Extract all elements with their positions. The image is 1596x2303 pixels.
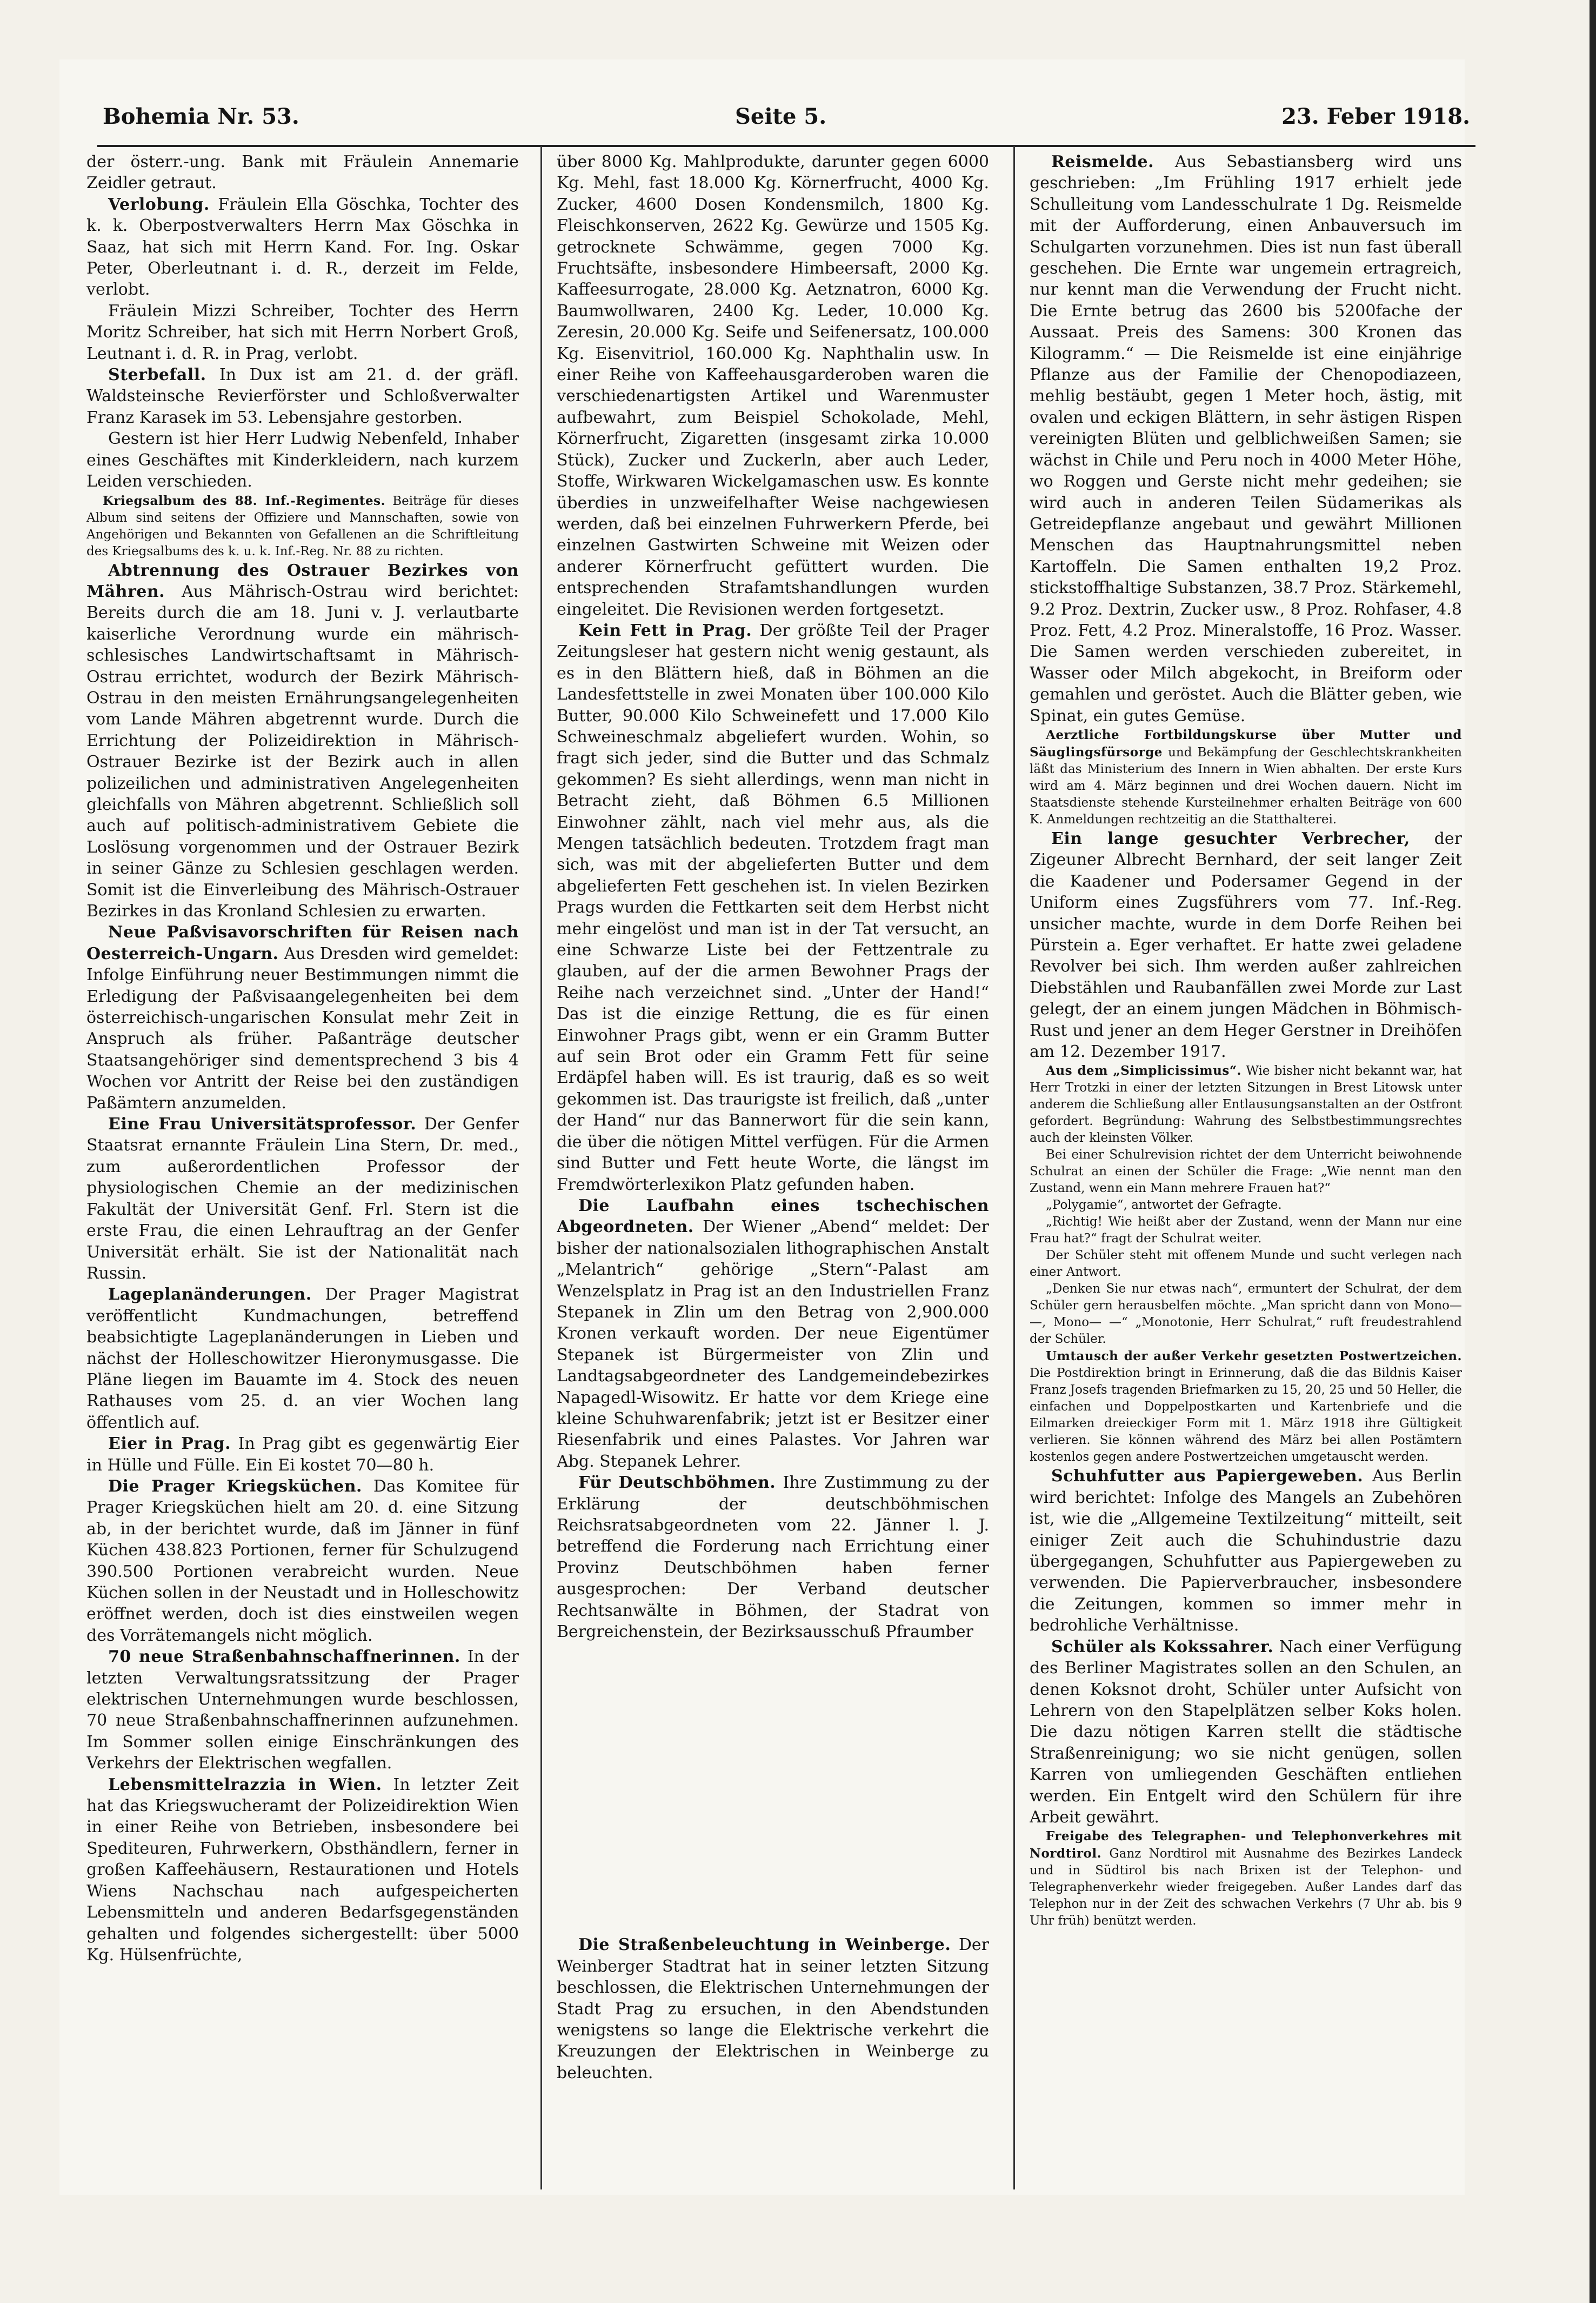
article-headline: Für Deutschböhmen. <box>578 1473 776 1493</box>
column-1 <box>86 151 519 2184</box>
article-paragraph <box>557 1934 989 2084</box>
article <box>86 364 519 428</box>
article <box>1030 828 1462 1062</box>
article <box>86 922 519 1114</box>
article-paragraph <box>557 151 989 620</box>
article-headline: Schüler als Kokssahrer. <box>1051 1637 1274 1656</box>
article <box>1030 1214 1462 1247</box>
article-paragraph <box>557 620 989 1195</box>
article <box>86 1774 519 1966</box>
article-paragraph <box>86 151 519 194</box>
article-paragraph <box>557 1472 989 1642</box>
article-paragraph <box>1030 151 1462 727</box>
article-paragraph <box>1030 1348 1462 1466</box>
article-paragraph <box>1030 1062 1462 1147</box>
article-headline: Reismelde. <box>1051 152 1154 171</box>
article-paragraph <box>557 1195 989 1472</box>
article-text: Gestern ist hier Herr Ludwig Nebenfeld, Inhaber eines Geschäftes mit Kinderkleidern, nach kurzem Leiden verschieden. <box>86 429 519 491</box>
article-text: Wie bisher nicht bekannt war, hat Herr Trotzki in einer der letzten Sitzungen in Brest Litowsk unter anderem die Schließung aller Entlausungsanstalten an der Ostfront gefordert. Begründung: Wahrung des Selbstbestimmungsrechtes auch der kleinsten Völker. <box>1030 1064 1462 1146</box>
article <box>1030 1147 1462 1197</box>
scan-edge <box>1590 0 1596 2303</box>
article-text: und Bekämpfung der Geschlechtskrankheiten läßt das Ministerium des Innern in Wien abhalten. Der erste Kurs wird am 4. März beginnen und drei Wochen dauern. Nicht im Staatsdienste stehende Kursteilnehmer erhalten Beiträge von 600 K. Anmeldungen rechtzeitig an die Statthalterei. <box>1030 745 1462 827</box>
article-paragraph <box>86 1433 519 1476</box>
article <box>557 151 989 620</box>
article-text: Ihre Zustimmung zu der Erklärung der deutschböhmischen Reichsratsabgeordneten vom 22. Jänner l. J. betreffend die Forderung nach Errichtung einer Provinz Deutschböhmen haben ferner ausgesprochen: Der Verband deutscher Rechtsanwälte in Böhmen, der Stadrat von Bergreichenstein, der Bezirksausschuß Pfraumber <box>557 1473 989 1642</box>
article <box>557 1195 989 1472</box>
article <box>1030 1281 1462 1348</box>
article-text: Ganz Nordtirol mit Ausnahme des Bezirkes Landeck und in Südtirol bis nach Brixen ist der Telephon- und Telegraphenverkehr wieder freigegeben. Außer Landes darf das Telephon nur in der Zeit des schwachen Verkehrs (7 Uhr ab. bis 9 Uhr früh) benützt werden. <box>1030 1847 1462 1928</box>
article-paragraph <box>1030 1466 1462 1636</box>
article-paragraph <box>86 922 519 1114</box>
article <box>1030 727 1462 828</box>
article <box>1030 1197 1462 1214</box>
article-text: Der Weinberger Stadtrat hat in seiner letzten Sitzung beschlossen, die Elektrischen Unternehmungen der Stadt Prag zu ersuchen, in den Abendstunden wenigstens so lange die Elektrische verkehrt die Kreuzungen der Elektrischen in Weinberge zu beleuchten. <box>557 1935 989 2082</box>
article <box>1030 1636 1462 1828</box>
article <box>1030 1348 1462 1466</box>
article-headline: 70 neue Straßenbahnschaffnerinnen. <box>108 1647 460 1667</box>
article <box>86 428 519 492</box>
article-text: der Zigeuner Albrecht Bernhard, der seit langer Zeit die Kaadener und Podersamer Gegend in der Uniform eines Zugsführers vom 77. Inf.-Reg. unsicher machte, wurde in dem Dorfe Reihen bei Pürstein a. Eger verhaftet. Er hatte zwei geladene Revolver bei sich. Ihm werden außer zahlreichen Diebstählen und Raubanfällen zwei Morde zur Last gelegt, der an einem jungen Mädchen in Böhmisch-Rust und jener an dem Heger Gerstner in Dreihöfen am 12. Dezember 1917. <box>1030 829 1462 1062</box>
article-paragraph <box>1030 1214 1462 1247</box>
header-date: 23. Feber 1918. <box>1281 104 1470 129</box>
article-paragraph <box>1030 1636 1462 1828</box>
article-text: Fräulein Mizzi Schreiber, Tochter des Herrn Moritz Schreiber, hat sich mit Herrn Norbert Groß, Leutnant i. d. R. in Prag, verlobt. <box>86 301 519 363</box>
article-headline: Abtrennung des Ostrauer Bezirkes von Mähren. <box>86 561 519 601</box>
article-headline: Aus dem „Simplicissimus“. <box>1046 1063 1242 1079</box>
article-text: In Prag gibt es gegenwärtig Eier in Hülle und Fülle. Ein Ei kostet 70—80 h. <box>86 1434 519 1475</box>
article-headline: Die Laufbahn eines tschechischen Abgeordneten. <box>557 1196 989 1237</box>
article-paragraph <box>86 1114 519 1284</box>
article-paragraph <box>86 194 519 301</box>
article-headline: Aerztliche Fortbildungskurse über Mutter und Säuglingsfürsorge <box>1030 727 1462 760</box>
page-header <box>103 104 1470 142</box>
article-paragraph <box>1030 828 1462 1062</box>
article-paragraph <box>86 428 519 492</box>
article-paragraph <box>86 1284 519 1433</box>
article <box>557 1934 989 2084</box>
article-headline: Lebensmittelrazzia in Wien. <box>108 1775 382 1794</box>
article-headline: Lageplanänderungen. <box>108 1285 312 1304</box>
column-3 <box>1030 151 1462 2184</box>
article <box>86 194 519 301</box>
article-text: Bei einer Schulrevision richtet der dem Unterricht beiwohnende Schulrat an einen der Schüler die Frage: „Wie nennt man den Zustand, wenn ein Mann mehrere Frauen hat?“ <box>1030 1148 1462 1196</box>
article-paragraph <box>86 492 519 560</box>
header-page-number: Seite 5. <box>735 104 827 129</box>
article-headline: Umtausch der außer Verkehr gesetzten Postwertzeichen. <box>1046 1349 1462 1364</box>
article-paragraph <box>86 364 519 428</box>
header-masthead: Bohemia Nr. 53. <box>103 104 299 129</box>
article-text: über 8000 Kg. Mahlprodukte, darunter gegen 6000 Kg. Mehl, fast 18.000 Kg. Körnerfrucht, 4000 Kg. Zucker, 4600 Dosen Kondensmilch, 1800 Kg. Fleischkonserven, 2622 Kg. Gewürze und 1505 Kg. getrocknete Schwämme, gegen 7000 Kg. Fruchtsäfte, insbesondere Himbeersaft, 2000 Kg. Kaffeesurrogate, 28.000 Kg. Aetznatron, 6000 Kg. Baumwollwaren, 2400 Kg. Leder, 10.000 Kg. Zeresin, 20.000 Kg. Seife und Seifenersatz, 100.000 Kg. Eisenvitriol, 160.000 Kg. Naphthalin usw. In einer Reihe von Kaffeehausgarderoben waren die verschiedenartigsten Artikel und Warenmuster aufbewahrt, zum Beispiel Schokolade, Mehl, Körnerfrucht, Zigaretten (insgesamt zirka 10.000 Stück), Zucker und Zuckerln, aber auch Leder, Stoffe, Wirkwaren Wickelgamaschen usw. Es konnte überdies in unzweifelhafter Weise nachgewiesen werden, daß bei einzelnen Fuhrwerkern Pferde, bei einzelnen Gastwirten Schweine mit Weizen oder anderer Körnerfrucht gefüttert wurden. Die entsprechenden Strafamtshandlungen wurden eingeleitet. Die Revisionen werden fortgesetzt. <box>557 152 989 619</box>
article-text: Der Wiener „Abend“ meldet: Der bisher der nationalsozialen lithographischen Anstalt „Melantrich“ gehörige „Stern“-Palast am Wenzelsplatz in Prag ist an den Industriellen Franz Stepanek in Zlin um den Betrag von 2,900.000 Kronen verkauft worden. Der neue Eigentümer Stepanek ist Bürgermeister von Zlin und Landtagsabgeordneter des Landgemeindebezirkes Napagedl-Wisowitz. Er hatte vor dem Kriege eine kleine Schuhwarenfabrik; jetzt ist er Besitzer einer Riesenfabrik und eines Palastes. Vor Jahren war Abg. Stepanek Lehrer. <box>557 1217 989 1471</box>
article <box>1030 1247 1462 1281</box>
article <box>1030 1062 1462 1147</box>
article-text: Der Prager Magistrat veröffentlicht Kundmachungen, betreffend beabsichtigte Lageplanänderungen in Lieben und nächst der Holleschowitzer Hieronymusgasse. Die Pläne liegen im Bauamte im 4. Stock des neuen Rathauses vom 25. d. an vier Wochen lang öffentlich auf. <box>86 1285 519 1432</box>
article-text: In Dux ist am 21. d. der gräfl. Waldsteinsche Revierförster und Schloßverwalter Franz Karasek im 53. Lebensjahre gestorben. <box>86 365 519 427</box>
article-headline: Die Prager Kriegsküchen. <box>108 1476 362 1496</box>
article-paragraph <box>1030 1147 1462 1197</box>
article-text: „Polygamie“, antwortet der Gefragte. <box>1046 1198 1282 1213</box>
article-text: Aus Mährisch-Ostrau wird berichtet: Bereits durch die am 18. Juni v. J. verlautbarte kaiserliche Verordnung wurde ein mährisch-schlesisches Landwirtschaftsamt in Mährisch-Ostrau errichtet, wodurch der Bezirk Mährisch-Ostrau in den meisten Ernährungsangelegenheiten vom Lande Mähren abgetrennt wurde. Durch die Errichtung der Polizeidirektion in Mährisch-Ostrauer Bezirke ist der Bezirk auch in allen polizeilichen und administrativen Angelegenheiten gleichfalls von Mähren abgetrennt. Schließlich soll auch auf politisch-administrativem Gebiete die Loslösung vorgenommen und der Ostrauer Bezirk in seiner Gänze zu Schlesien geschlagen werden. Somit ist die Einverleibung des Mährisch-Ostrauer Bezirkes in das Kronland Schlesien zu erwarten. <box>86 582 519 921</box>
header-rule <box>97 145 1475 147</box>
article <box>557 620 989 1195</box>
article <box>86 1284 519 1433</box>
article-headline: Schuhfutter aus Papiergeweben. <box>1051 1467 1364 1486</box>
article-text: Nach einer Verfügung des Berliner Magistrates sollen an den Schulen, an denen Koksnot droht, Schüler unter Aufsicht von Lehrern von den Stapelplätzen selber Koks holen. Die dazu nötigen Karren stellt die städtische Straßenreinigung; wo sie nicht genügen, sollen Karren von umliegenden Geschäften entliehen werden. Ein Entgelt wird den Schülern für ihre Arbeit gewährt. <box>1030 1637 1462 1827</box>
article <box>86 560 519 922</box>
article <box>86 492 519 560</box>
article-text: der österr.-ung. Bank mit Fräulein Annemarie Zeidler getraut. <box>86 152 519 193</box>
column-gap <box>557 1642 989 1934</box>
article <box>557 1472 989 1642</box>
article-paragraph <box>86 1646 519 1774</box>
article <box>86 1433 519 1476</box>
article-text: „Richtig! Wie heißt aber der Zustand, wenn der Mann nur eine Frau hat?“ fragt der Schulrat weiter. <box>1030 1215 1462 1246</box>
article-headline: Freigabe des Telegraphen- und Telephonverkehres mit Nordtirol. <box>1030 1829 1462 1861</box>
article-paragraph <box>1030 1197 1462 1214</box>
article <box>1030 1466 1462 1636</box>
article-text: Das Komitee für Prager Kriegsküchen hielt am 20. d. eine Sitzung ab, in der berichtet wurde, daß im Jänner in fünf Küchen 438.823 Portionen, ferner für Schulzugend 390.500 Portionen verabreicht wurden. Neue Küchen sollen in der Neustadt und in Holleschowitz eröffnet werden, doch ist dies einstweilen wegen des Vorrätemangels nicht möglich. <box>86 1476 519 1645</box>
article-headline: Kein Fett in Prag. <box>578 621 752 640</box>
article <box>1030 1828 1462 1929</box>
article-text: Fräulein Ella Göschka, Tochter des k. k. Oberpostverwalters Herrn Max Göschka in Saaz, hat sich mit Herrn Kand. For. Ing. Oskar Peter, Oberleutnant i. d. R., derzeit im Felde, verlobt. <box>86 195 519 299</box>
article-paragraph <box>1030 727 1462 828</box>
article-headline: Neue Paßvisavorschriften für Reisen nach Oesterreich-Ungarn. <box>86 923 519 963</box>
article-text: Aus Dresden wird gemeldet: Infolge Einführung neuer Bestimmungen nimmt die Erledigung der Paßvisaangelegenheiten bei dem österreichisch-ungarischen Konsulat mehr Zeit in Anspruch als früher. Paßanträge deutscher Staatsangehöriger sind dementsprechend 3 bis 4 Wochen vor Antritt der Reise bei den zuständigen Paßämtern anzumelden. <box>86 944 519 1113</box>
article-headline: Die Straßenbeleuchtung in Weinberge. <box>578 1935 951 1955</box>
article-paragraph <box>86 1476 519 1646</box>
article <box>86 1114 519 1284</box>
article-paragraph <box>1030 1281 1462 1348</box>
article-text: Beiträge für dieses Album sind seitens der Offiziere und Mannschaften, sowie von Angehörigen und Bekannten von Gefallenen an die Schriftleitung des Kriegsalbums des k. u. k. Inf.-Reg. Nr. 88 zu richten. <box>86 494 519 558</box>
article-text: Die Postdirektion bringt in Erinnerung, daß die das Bildnis Kaiser Franz Josefs tragenden Briefmarken zu 15, 20, 25 und 50 Heller, die einfachen und Doppelpostkarten und Kartenbriefe und die Eilmarken dreieckiger Form mit 1. März 1918 ihre Gültigkeit verlieren. Sie können während des März bei allen Postämtern kostenlos gegen andere Postwertzeichen umgetauscht werden. <box>1030 1366 1462 1465</box>
article-text: Aus Berlin wird berichtet: Infolge des Mangels an Zubehören ist, wie die „Allgemeine Textilzeitung“ mitteilt, seit einiger Zeit auch die Schuhindustrie dazu übergegangen, Schuhfutter aus Papiergeweben zu verwenden. Die Papierverbraucher, insbesondere die Zeitungen, kommen so immer mehr in bedrohliche Verhältnisse. <box>1030 1467 1462 1635</box>
article <box>1030 151 1462 727</box>
article-text: „Denken Sie nur etwas nach“, ermuntert der Schulrat, der dem Schüler gern herausbelfen möchte. „Man spricht dann von Mono— —, Mono— —“ „Monotonie, Herr Schulrat,“ ruft freudestrahlend der Schüler. <box>1030 1282 1462 1347</box>
article-headline: Verlobung. <box>108 195 210 214</box>
article-paragraph <box>86 1774 519 1966</box>
article-paragraph <box>1030 1828 1462 1929</box>
article <box>86 1476 519 1646</box>
article-headline: Kriegsalbum des 88. Inf.-Regimentes. <box>103 493 386 508</box>
column-2 <box>557 151 989 2184</box>
article-paragraph <box>86 560 519 922</box>
article-headline: Eier in Prag. <box>108 1434 231 1454</box>
article-text: In der letzten Verwaltungsratssitzung der Prager elektrischen Unternehmungen wurde beschlossen, 70 neue Straßenbahnschaffnerinnen aufzunehmen. Im Sommer sollen einige Einschränkungen des Verkehrs der Elektrischen wegfallen. <box>86 1647 519 1773</box>
article-paragraph <box>86 301 519 364</box>
article <box>86 301 519 364</box>
article-paragraph <box>1030 1247 1462 1281</box>
article-text: Der Schüler steht mit offenem Munde und sucht verlegen nach einer Antwort. <box>1030 1248 1462 1280</box>
article <box>86 1646 519 1774</box>
column-rule-2 <box>1013 146 1015 2189</box>
article-headline: Sterbefall. <box>108 365 206 385</box>
article-text: Der größte Teil der Prager Zeitungsleser hat gestern nicht wenig gestaunt, als es in den Blättern hieß, daß in Böhmen an die Landesfettstelle in zwei Monaten über 100.000 Kilo Butter, 90.000 Kilo Schweinefett und 17.000 Kilo Schweineschmalz abgeliefert wurden. Wohin, so fragt sich jeder, sind die Butter und das Schmalz gekommen? Es sieht allerdings, wenn man nicht in Betracht zieht, daß Böhmen 6.5 Millionen Einwohner zählt, nach viel mehr aus, als die Mengen tatsächlich bedeuten. Trotzdem fragt man sich, was mit der abgelieferten Butter und dem abgelieferten Fett geschehen ist. In vielen Bezirken Prags wurden die Fettkarten seit dem Herbst nicht mehr eingelöst und man ist in der Tat versucht, an eine Schwarze Liste bei der Fettzentrale zu glauben, auf der die armen Bewohner Prags der Reihe nach verzeichnet sind. „Unter der Hand!“ Das ist die einzige Rettung, die es für einen Einwohner Prags gibt, wenn er ein Gramm Butter auf sein Brot oder ein Gramm Fett für seine Erdäpfel haben will. Es ist traurig, daß es so weit gekommen ist. Das traurigste ist freilich, daß „unter der Hand“ nur das Bannerwort für die sein kann, die über die nötigen Mittel verfügen. Für die Armen sind Butter und Fett heute Worte, die längst im Fremdwörterlexikon Platz gefunden haben. <box>557 621 989 1194</box>
article-headline: Eine Frau Universitätsprofessor. <box>108 1115 417 1134</box>
article <box>86 151 519 194</box>
column-rule-1 <box>540 146 542 2189</box>
article-text: Der Genfer Staatsrat ernannte Fräulein Lina Stern, Dr. med., zum außerordentlichen Professor der physiologischen Chemie an der medizinischen Fakultät der Universität Genf. Frl. Stern ist die erste Frau, die einen Lehrauftrag an der Genfer Universität erhält. Sie ist der Nationalität nach Russin. <box>86 1115 519 1283</box>
article-text: In letzter Zeit hat das Kriegswucheramt der Polizeidirektion Wien in einer Reihe von Betrieben, insbesondere bei Spediteuren, Fuhrwerkern, Obsthändlern, ferner in großen Kaffeehäusern, Restaurationen und Hotels Wiens Nachschau nach aufgespeicherten Lebensmitteln und anderen Bedarfsgegenständen gehalten und folgendes sichergestellt: über 5000 Kg. Hülsenfrüchte, <box>86 1775 519 1965</box>
article-headline: Ein lange gesuchter Verbrecher, <box>1051 829 1410 848</box>
article-text: Aus Sebastiansberg wird uns geschrieben: „Im Frühling 1917 erhielt jede Schulleitung vom Landesschulrate 1 Dg. Reismelde mit der Aufforderung, einen Anbauversuch im Schulgarten vorzunehmen. Dies ist nun fast überall geschehen. Die Ernte war ungemein ertragreich, nur kennt man die Verwendung der Frucht nicht. Die Ernte betrug das 2600 bis 5200fache der Aussaat. Preis des Samens: 300 Kronen das Kilogramm.“ — Die Reismelde ist eine einjährige Pflanze aus der Familie der Chenopodiazeen, mehlig bestäubt, gegen 1 Meter hoch, ästig, mit ovalen und eckigen Blättern, in sehr ästigen Rispen vereinigten Blüten und gelblichweißen Samen; sie wächst in Chile und Peru noch in 4000 Meter Höhe, wo Roggen und Gerste nicht mehr gedeihen; sie wird auch in anderen Teilen Südamerikas als Getreidepflanze angebaut und gewährt Millionen Menschen das Hauptnahrungsmittel neben Kartoffeln. Die Samen enthalten 19,2 Proz. stickstoffhaltige Substanzen, 38.7 Proz. Stärkemehl, 9.2 Proz. Dextrin, Zucker usw., 8 Proz. Rohfaser, 4.8 Proz. Fett, 4.2 Proz. Mineralstoffe, 16 Proz. Wasser. Die Samen werden verschieden zubereitet, in Wasser oder Milch abgekocht, in Breiform oder gemahlen und geröstet. Auch die Blätter geben, wie Spinat, ein gutes Gemüse. <box>1030 152 1462 725</box>
